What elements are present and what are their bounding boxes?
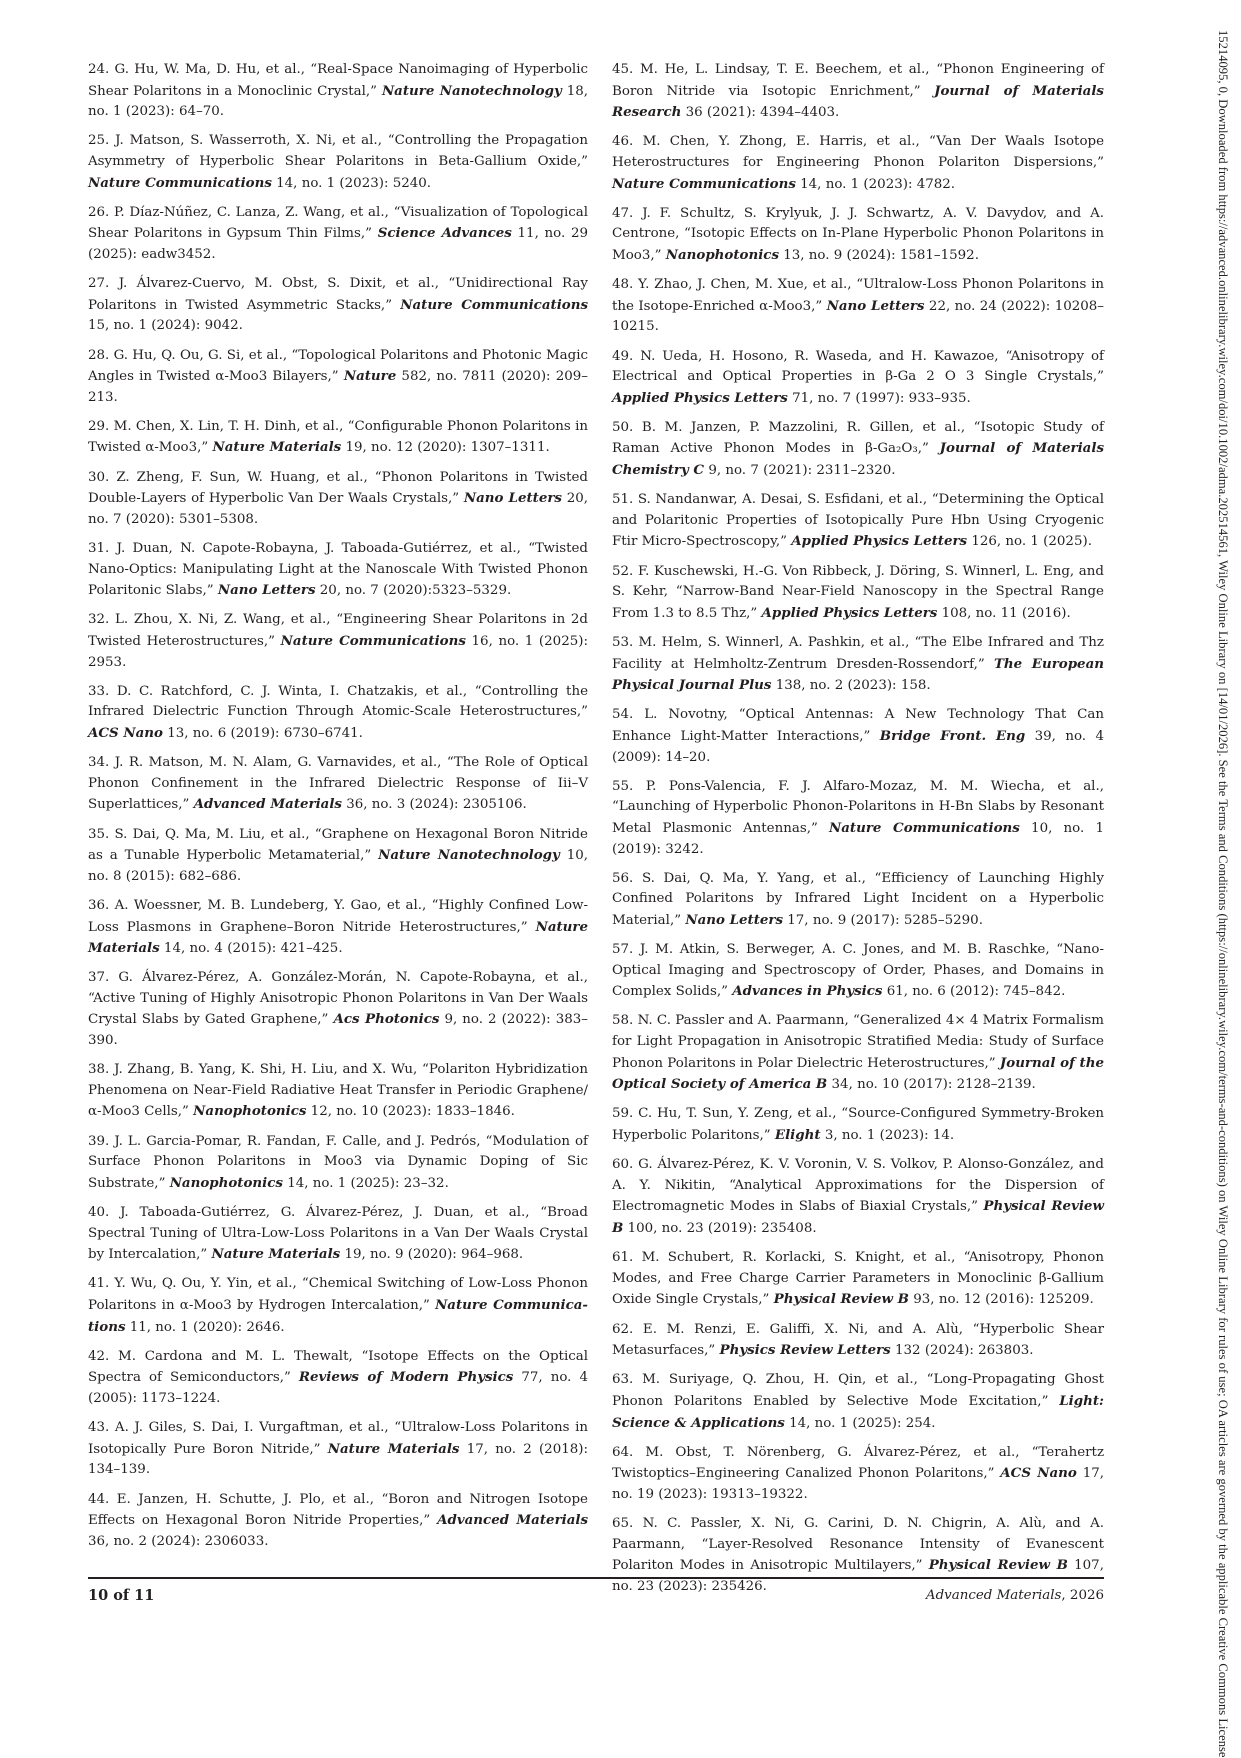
reference-citation: 93, no. 12 (2016): 125209. [913,1292,1094,1308]
reference-text: G. Hu, W. Ma, D. Hu, et al., “Real-Space Nanoimaging of Hyperbolic Shear Polaritons in a Monoclinic Crystal,” [88,62,588,99]
reference-citation: 16, no. 1 (2025): 2953. [88,634,588,670]
reference-text: F. Kuschewski, H.-G. Von Ribbeck, J. Döring, S. Winnerl, L. Eng, and S. Kehr, “Narrow-Band Near-Field Nanoscopy in the Spectral Range From 1.3 to 8.5 Thz,” [612,563,1104,621]
reference-citation: 18, no. 1 (2023): 64–70. [88,83,588,120]
journal-name: Nano Letters [463,490,562,507]
reference-text: D. C. Ratchford, C. J. Winta, I. Chatzakis, et al., “Controlling the Infrared Dielectric Function Through Atomic-Scale Heterostructures,” [88,683,588,720]
journal-name: Nano Letters [217,582,316,599]
reference-citation: 20, no. 7 (2020): 5301–5308. [88,491,589,527]
reference-text: M. Suriyage, Q. Zhou, H. Qin, et al., “Long-Propagating Ghost Phonon Polaritons Enabled by Selective Mode Excitation,” [612,1372,1104,1409]
reference-number: 65. [612,1516,634,1532]
reference-number: 62. [612,1321,634,1337]
journal-name: Physical Review B [928,1557,1068,1574]
reference-item [612,940,1104,1003]
reference-item [612,562,1104,625]
reference-text: N. Ueda, H. Hosono, R. Waseda, and H. Kawazoe, “Anisotropy of Electrical and Optical Properties in β-Ga 2 O 3 Single Crystals,” [612,348,1104,385]
reference-citation: 20, no. 7 (2020):5323–5329. [319,583,512,599]
journal-name: Nanophotonics [665,246,779,263]
journal-name: Nature Communications [612,175,796,192]
reference-item [88,60,588,123]
reference-text: Z. Zheng, F. Sun, W. Huang, et al., “Phonon Polaritons in Twisted Double-Layers of Hyperbolic Van Der Waals Crystals,” [88,469,588,507]
reference-number: 27. [88,276,110,292]
reference-item [88,1203,588,1266]
reference-citation: 14, no. 1 (2023): 5240. [276,175,432,191]
reference-text: M. Helm, S. Winnerl, A. Pashkin, et al., “The Elbe Infrared and Thz Facility at Helmholtz-Zentrum Dresden-Rossendorf,” [612,635,1104,672]
reference-number: 52. [612,563,634,579]
reference-citation: 12, no. 10 (2023): 1833–1846. [310,1104,515,1120]
reference-text: J. F. Schultz, S. Krylyuk, J. J. Schwartz, A. V. Davydov, and A. Centrone, “Isotopic Effects on In-Plane Hyperbolic Phonon Polaritons in Moo3,” [612,205,1104,263]
reference-text: J. Zhang, B. Yang, K. Shi, H. Liu, and X. Wu, “Polariton Hybridization Phenomena on Near-Field Radiative Heat Transfer in Periodic Graphene/α-Moo3 Cells,” [88,1062,588,1120]
reference-number: 61. [612,1250,634,1266]
reference-item [612,275,1104,338]
journal-name: Physics Review Letters [719,1342,891,1359]
reference-citation: 14, no. 4 (2015): 421–425. [163,941,343,957]
references-column-right [612,60,1104,1606]
reference-number: 37. [88,970,110,986]
reference-item [612,490,1104,553]
reference-citation: 36 (2021): 4394–4403. [685,105,840,121]
reference-number: 47. [612,205,634,221]
journal-footer [926,1588,1104,1603]
reference-citation: 132 (2024): 263803. [895,1343,1034,1359]
reference-text: J. Duan, N. Capote-Robayna, J. Taboada-Gutiérrez, et al., “Twisted Nano-Optics: Manipulating Light at the Nanoscale With Twisted Phonon Polaritonic Slabs,” [88,541,589,599]
reference-citation: 126, no. 1 (2025). [971,534,1092,550]
download-notice-sidebar: 15214095, 0, Downloaded from https://advanced.onlinelibrary.wiley.com/doi/10.1002/adma.202514561, Wiley Online Library on [14/01/2026]. See the Terms and Conditions (https://onlinelibrary.wiley.com/terms-and-conditions) on Wiley Online Library for rules of use; OA articles are governed by the applicable Creative Commons License [1216,30,1230,1758]
reference-item [612,1248,1104,1311]
reference-item [88,1132,588,1195]
reference-citation: 14, no. 1 (2025): 254. [789,1415,936,1431]
reference-number: 45. [612,62,634,77]
journal-name: Physical Review B [612,1198,1104,1236]
reference-number: 44. [88,1491,110,1507]
reference-text: M. Chen, X. Lin, T. H. Dinh, et al., “Configurable Phonon Polaritons in Twisted α-Moo3,” [88,418,588,456]
reference-number: 59. [612,1106,634,1122]
journal-name: Nature Communications [400,296,588,313]
reference-item [88,346,588,409]
reference-item [88,968,588,1051]
reference-citation: 11, no. 29 (2025): eadw3452. [88,226,588,262]
reference-number: 33. [88,683,110,699]
journal-name: Light: Science & Applications [612,1392,1104,1431]
journal-name: Physical Review B [773,1291,909,1308]
reference-number: 55. [612,778,634,794]
journal-name: Elight [774,1127,821,1144]
reference-citation: 19, no. 12 (2020): 1307–1311. [345,440,550,456]
reference-item [612,1370,1104,1434]
reference-number: 57. [612,942,634,958]
journal-name: Journal of Materials Chemistry C [612,440,1104,479]
reference-citation: 39, no. 4 (2009): 14–20. [612,728,1104,765]
reference-text: L. Novotny, “Optical Antennas: A New Technology That Can Enhance Light-Matter Interactions,” [612,707,1104,744]
reference-number: 34. [88,755,110,771]
journal-name: Advanced Materials [437,1512,589,1529]
reference-text: P. Pons-Valencia, F. J. Alfaro-Mozaz, M. M. Wiecha, et al., “Launching of Hyperbolic Phonon-Polaritons in H-Bn Slabs by Resonant Metal Plasmonic Antennas,” [612,778,1104,836]
journal-name: Bridge Front. Eng [879,727,1026,744]
reference-item [88,131,588,194]
reference-text: M. Cardona and M. L. Thewalt, “Isotope Effects on the Optical Spectra of Semiconductors,” [88,1348,588,1386]
reference-item [88,417,588,459]
reference-citation: 19, no. 9 (2020): 964–968. [344,1247,524,1263]
reference-citation: 14, no. 1 (2025): 23–32. [287,1175,449,1191]
reference-number: 24. [88,62,110,77]
reference-citation: 14, no. 1 (2023): 4782. [800,176,956,192]
reference-number: 54. [612,707,634,723]
reference-text: M. He, L. Lindsay, T. E. Beechem, et al., “Phonon Engineering of Boron Nitride via Isotopic Enrichment,” [612,62,1104,99]
page-number: 10 of 11 [88,1587,155,1604]
reference-text: M. Schubert, R. Korlacki, S. Knight, et al., “Anisotropy, Phonon Modes, and Free Charge Carrier Parameters in Monoclinic β-Gallium Oxide Single Crystals,” [612,1250,1104,1308]
reference-item [612,204,1104,267]
reference-text: S. Dai, Q. Ma, M. Liu, et al., “Graphene on Hexagonal Boron Nitride as a Tunable Hyperbolic Metamaterial,” [88,826,588,864]
reference-item [88,274,588,337]
journal-name: Journal of the Optical Society of America B [612,1054,1104,1093]
reference-item [88,896,588,960]
reference-item [612,418,1104,482]
journal-name: Nature Communications [280,633,466,649]
reference-text: E. Janzen, H. Schutte, J. Plo, et al., “Boron and Nitrogen Isotope Effects on Hexagonal Boron Nitride Properties,” [88,1491,588,1529]
journal-name: Reviews of Modern Physics [298,1369,514,1386]
reference-number: 35. [88,826,110,842]
reference-citation: 107, no. 23 (2023): 235426. [612,1558,1104,1594]
reference-citation: 17, no. 2 (2018): 134–139. [88,1441,588,1478]
journal-name: Nature Communications [829,819,1020,836]
reference-text: B. M. Janzen, P. Mazzolini, R. Gillen, et al., “Isotopic Study of Raman Active Phonon Modes in β-Ga₂O₃,” [612,419,1104,457]
reference-citation: 138, no. 2 (2023): 158. [775,678,931,694]
reference-text: P. Díaz-Núñez, C. Lanza, Z. Wang, et al., “Visualization of Topological Shear Polaritons in Gypsum Thin Films,” [88,204,588,242]
reference-text: L. Zhou, X. Ni, Z. Wang, et al., “Engineering Shear Polaritons in 2d Twisted Heterostructures,” [88,612,589,649]
reference-citation: 13, no. 9 (2024): 1581–1592. [783,247,979,263]
reference-citation: 11, no. 1 (2020): 2646. [129,1319,285,1335]
reference-text: J. Matson, S. Wasserroth, X. Ni, et al., “Controlling the Propagation Asymmetry of Hyperbolic Shear Polaritons in Beta-Gallium Oxide,” [88,133,588,169]
footer-journal-name: Advanced Materials [925,1588,1062,1603]
journal-name: Nature Communications [88,174,272,191]
reference-item [612,1155,1104,1239]
reference-number: 56. [612,870,634,886]
reference-citation: 108, no. 11 (2016). [941,605,1071,621]
reference-number: 28. [88,347,110,363]
reference-text: S. Dai, Q. Ma, Y. Yang, et al., “Efficiency of Launching Highly Confined Polaritons by Infrared Light Incident on a Hyperbolic Material,” [612,870,1104,928]
reference-text: N. C. Passler and A. Paarmann, “Generalized 4× 4 Matrix Formalism for Light Propagation in Anisotropic Stratified Media: Study of Surface Phonon Polaritons in Polar Dielectric Heterostructures,” [612,1013,1105,1071]
reference-number: 26. [88,204,110,220]
reference-item [88,1490,588,1553]
journal-name: Science Advances [377,225,512,242]
reference-item [612,1320,1104,1362]
journal-name: Nature Communica-tions [88,1296,588,1335]
journal-name: Applied Physics Letters [791,533,968,550]
reference-number: 60. [612,1157,634,1173]
reference-item [612,60,1104,124]
reference-item [88,1418,588,1481]
reference-item [612,1104,1104,1146]
reference-text: J. R. Matson, M. N. Alam, G. Varnavides, et al., “The Role of Optical Phonon Confinement in the Infrared Dielectric Response of Iii–V Superlattices,” [88,755,588,813]
reference-text: G. Hu, Q. Ou, G. Si, et al., “Topological Polaritons and Photonic Magic Angles in Twisted α-Moo3 Bilayers,” [88,347,588,385]
journal-name: Nano Letters [685,911,783,928]
journal-name: Nanophotonics [193,1103,307,1120]
reference-item [88,468,588,531]
reference-number: 40. [88,1205,110,1220]
reference-item [88,1347,588,1410]
reference-number: 46. [612,134,634,150]
reference-number: 38. [88,1062,110,1078]
reference-item [612,633,1104,697]
reference-item [612,1011,1104,1095]
reference-text: S. Nandanwar, A. Desai, S. Esfidani, et al., “Determining the Optical and Polaritonic Properties of Isotopically Pure Hbn Using Cryogenic Ftir Micro-Spectroscopy,” [612,492,1104,550]
reference-item [612,347,1104,410]
journal-name: Acs Photonics [333,1011,440,1028]
reference-citation: 61, no. 6 (2012): 745–842. [886,984,1066,1000]
reference-text: G. Álvarez-Pérez, K. V. Voronin, V. S. Volkov, P. Alonso-González, and A. Y. Nikitin, “Analytical Approximations for the Dispersion of Electromagnetic Modes in Slabs of Biaxial Crystals,” [612,1157,1104,1215]
journal-name: Applied Physics Letters [612,389,788,406]
references-column-left [88,60,588,1561]
reference-item [88,825,588,888]
reference-text: Y. Wu, Q. Ou, Y. Yin, et al., “Chemical Switching of Low-Loss Phonon Polaritons in α-Moo3 by Hydrogen Intercalation,” [88,1276,588,1313]
reference-item [612,777,1104,860]
journal-name: Nature Materials [88,918,588,957]
reference-citation: 34, no. 10 (2017): 2128–2139. [831,1077,1036,1093]
journal-name: Journal of Materials Research [612,82,1104,121]
reference-number: 31. [88,541,110,557]
reference-item [612,1514,1104,1597]
reference-citation: 3, no. 1 (2023): 14. [824,1128,955,1144]
journal-name: Nature Materials [211,1246,341,1263]
reference-item [612,869,1104,932]
reference-text: A. Woessner, M. B. Lundeberg, Y. Gao, et al., “Highly Confined Low-Loss Plasmons in Graphene–Boron Nitride Heterostructures,” [88,897,588,935]
reference-item [88,753,588,816]
reference-number: 42. [88,1348,110,1364]
reference-citation: 17, no. 19 (2023): 19313–19322. [612,1466,1105,1502]
reference-citation: 582, no. 7811 (2020): 209–213. [88,369,588,405]
reference-citation: 71, no. 7 (1997): 933–935. [792,390,971,406]
reference-number: 30. [88,469,110,485]
journal-name: ACS Nano [88,724,163,741]
reference-number: 41. [88,1276,110,1292]
journal-name: Advanced Materials [193,796,342,813]
reference-citation: 9, no. 2 (2022): 383–390. [88,1012,588,1049]
reference-text: J. M. Atkin, S. Berweger, A. C. Jones, and M. B. Raschke, “Nano-Optical Imaging and Spectroscopy of Order, Phases, and Domains in Complex Solids,” [612,942,1104,1000]
reference-number: 43. [88,1420,110,1436]
reference-citation: 15, no. 1 (2024): 9042. [88,318,243,334]
reference-item [88,1274,588,1338]
journal-name: Nature Nanotechnology [378,847,560,864]
reference-number: 25. [88,133,110,149]
journal-name: Nanophotonics [169,1174,283,1191]
reference-number: 36. [88,897,110,913]
footer-year: , 2026 [1061,1588,1104,1603]
reference-number: 50. [612,419,634,435]
reference-item [88,1060,588,1123]
reference-text: J. Álvarez-Cuervo, M. Obst, S. Dixit, et al., “Unidirectional Ray Polaritons in Twisted Asymmetric Stacks,” [88,276,588,313]
reference-number: 29. [88,418,110,434]
reference-citation: 17, no. 9 (2017): 5285–5290. [787,912,983,928]
reference-text: J. L. Garcia-Pomar, R. Fandan, F. Calle, and J. Pedrós, “Modulation of Surface Phonon Polaritons in Moo3 via Dynamic Doping of Sic Substrate,” [88,1133,588,1191]
reference-text: M. Chen, Y. Zhong, E. Harris, et al., “Van Der Waals Isotope Heterostructures for Engineering Phonon Polariton Dispersions,” [612,134,1104,170]
reference-item [612,1443,1104,1506]
journal-name: Nature Materials [212,439,342,456]
journal-name: ACS Nano [1000,1465,1077,1482]
reference-item [612,705,1104,768]
reference-item [88,203,588,266]
reference-number: 51. [612,492,634,508]
reference-citation: 10, no. 1 (2019): 3242. [612,820,1104,857]
journal-name: Nature Nanotechnology [381,82,562,99]
reference-number: 64. [612,1444,634,1460]
reference-number: 32. [88,612,110,628]
reference-citation: 100, no. 23 (2019): 235408. [627,1221,817,1236]
reference-item [88,610,588,673]
reference-citation: 36, no. 2 (2024): 2306033. [88,1533,269,1549]
reference-text: M. Obst, T. Nörenberg, G. Álvarez-Pérez, et al., “Terahertz Twistoptics–Engineering Canalized Phonon Polaritons,” [612,1444,1104,1482]
journal-name: Applied Physics Letters [761,604,938,621]
reference-citation: 22, no. 24 (2022): 10208–10215. [612,298,1105,335]
reference-number: 49. [612,348,634,364]
reference-item [88,539,588,602]
journal-name: The European Physical Journal Plus [612,655,1104,694]
reference-text: A. J. Giles, S. Dai, I. Vurgaftman, et al., “Ultralow-Loss Polaritons in Isotopically Pure Boron Nitride,” [88,1420,588,1457]
journal-name: Advances in Physics [732,983,883,1000]
reference-citation: 10, no. 8 (2015): 682–686. [88,848,588,884]
journal-name: Nature [343,368,397,385]
reference-text: E. M. Renzi, E. Galiffi, X. Ni, and A. Alù, “Hyperbolic Shear Metasurfaces,” [612,1321,1104,1359]
journal-name: Nature Materials [327,1440,460,1457]
reference-text: N. C. Passler, X. Ni, G. Carini, D. N. Chigrin, A. Alù, and A. Paarmann, “Layer-Resolved Resonance Intensity of Evanescent Polariton Modes in Anisotropic Multilayers,” [612,1516,1104,1574]
reference-text: Y. Zhao, J. Chen, M. Xue, et al., “Ultralow-Loss Phonon Polaritons in the Isotope-Enriched α-Moo3,” [612,277,1104,314]
journal-name: Nano Letters [826,297,925,314]
reference-number: 39. [88,1133,110,1149]
reference-text: J. Taboada-Gutiérrez, G. Álvarez-Pérez, J. Duan, et al., “Broad Spectral Tuning of Ultra-Low-Loss Polaritons in a Van Der Waals Crystal by Intercalation,” [88,1205,588,1263]
reference-text: C. Hu, T. Sun, Y. Zeng, et al., “Source-Configured Symmetry-Broken Hyperbolic Polaritons,” [612,1106,1104,1144]
reference-text: G. Álvarez-Pérez, A. González-Morán, N. Capote-Robayna, et al., “Active Tuning of Highly Anisotropic Phonon Polaritons in Van Der Waals Crystal Slabs by Gated Graphene,” [88,970,589,1028]
reference-citation: 9, no. 7 (2021): 2311–2320. [708,463,896,479]
reference-number: 48. [612,277,634,293]
reference-citation: 13, no. 6 (2019): 6730–6741. [167,725,363,741]
reference-number: 63. [612,1372,634,1388]
reference-citation: 77, no. 4 (2005): 1173–1224. [88,1370,588,1406]
reference-item [88,682,588,745]
reference-citation: 36, no. 3 (2024): 2305106. [346,797,527,813]
reference-number: 53. [612,635,634,650]
reference-number: 58. [612,1013,634,1029]
footer-divider [88,1577,1104,1579]
reference-item [612,132,1104,195]
